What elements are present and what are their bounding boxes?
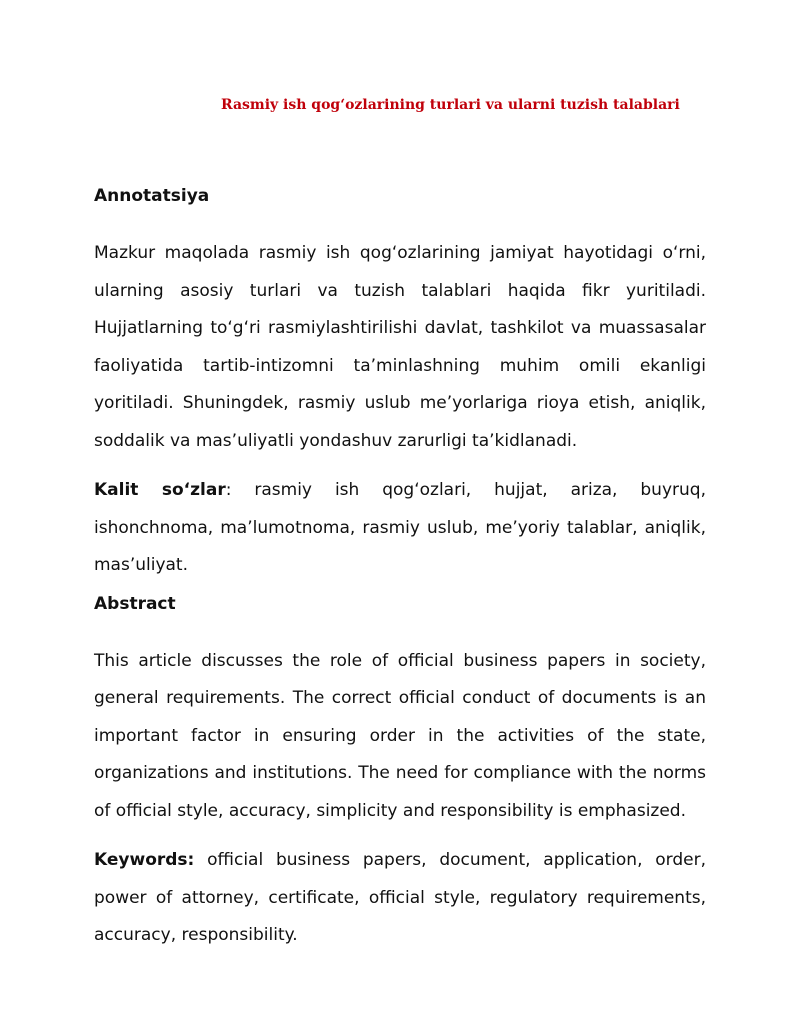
annotation-heading: Annotatsiya — [94, 186, 210, 206]
abstract-heading: Abstract — [94, 593, 176, 614]
annotation-keywords-label: Kalit so‘zlar — [94, 480, 226, 500]
abstract-text: This article discusses the role of official business papers in society, general requirements. The correct official conduct of documents is an important factor in ensuring order in the activities of the state, organizations and institutions. The need for compliance with the norms of official style, accuracy, simplicity and responsibility is emphasized. — [94, 650, 706, 821]
abstract-keywords-label: Keywords: — [94, 850, 195, 870]
document-body — [94, 184, 706, 955]
abstract-keywords — [94, 842, 706, 955]
annotation-section — [94, 184, 706, 585]
annotation-keywords-text: : rasmiy ish qog‘ozlari, hujjat, ariza, buyruq, ishonchnoma, ma’lumotnoma, rasmiy uslub, me’yoriy talablar, aniqlik, mas’uliyat. — [94, 480, 706, 575]
document-title: Rasmiy ish qog‘ozlarining turlari va ularni tuzish talablari — [221, 97, 680, 113]
annotation-keywords — [94, 472, 706, 585]
abstract-section — [94, 592, 706, 955]
annotation-text: Mazkur maqolada rasmiy ish qog‘ozlarining jamiyat hayotidagi o‘rni, ularning asosiy turlari va tuzish talablari haqida fikr yuritiladi. Hujjatlarning to‘g‘ri rasmiylashtirilishi davlat, tashkilot va muassasalar faoliyatida tartib-intizomni ta’minlashning muhim omili ekanligi yoritiladi. Shuningdek, rasmiy uslub me’yorlariga rioya etish, aniqlik, soddalik va mas’uliyatli yondashuv zarurligi ta’kidlanadi. — [94, 243, 706, 451]
abstract-keywords-text: official business papers, document, application, order, power of attorney, certificate, official style, regulatory requirements, accuracy, responsibility. — [94, 850, 706, 945]
